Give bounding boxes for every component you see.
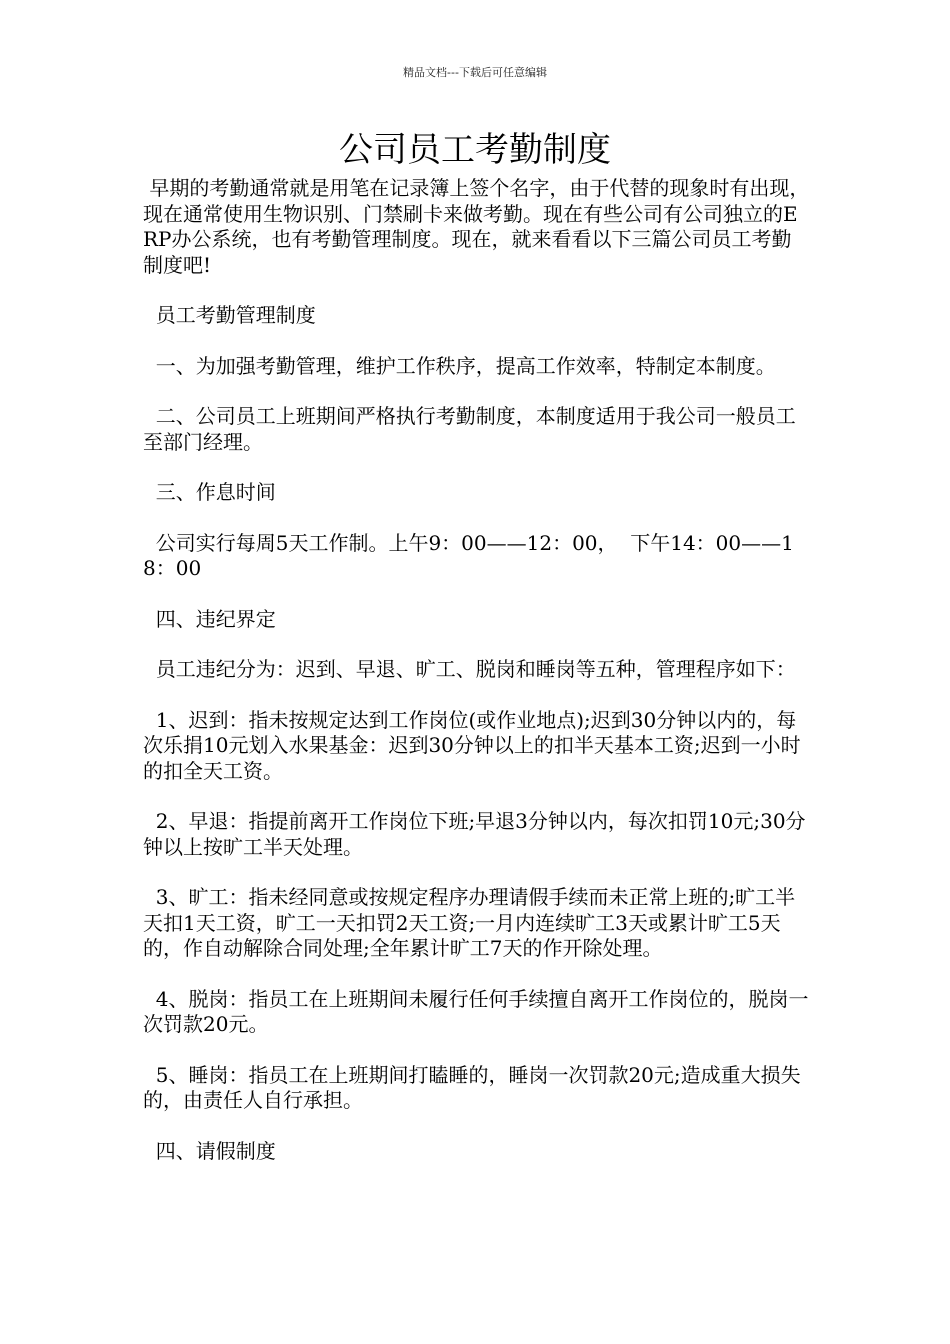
clause-paragraph: 一、为加强考勤管理，维护工作秩序，提高工作效率，特制定本制度。 (143, 353, 776, 378)
intro-paragraph: 早期的考勤通常就是用笔在记录簿上签个名字，由于代替的现象时有出现，现在通常使用生物识别、门禁刷卡来做考勤。现在有些公司有公司独立的ERP办公系统，也有考勤管理制度。现在，就来看看以下三篇公司员工考勤制度吧! (143, 176, 810, 277)
paragraph-spacer (143, 784, 811, 809)
section-heading: 四、请假制度 (143, 1138, 276, 1163)
section-heading: 员工考勤管理制度 (143, 303, 316, 327)
header-note: 精品文档---下载后可任意编辑 (403, 66, 547, 79)
clause-paragraph: 公司实行每周5天工作制。上午9：00——12：00， 下午14：00——18：00 (143, 530, 794, 580)
paragraph-spacer (143, 455, 811, 480)
section-heading: 四、违纪界定 (143, 606, 276, 631)
paragraph-spacer (143, 632, 811, 657)
paragraph-spacer (143, 506, 811, 531)
clause-paragraph: 员工违纪分为：迟到、早退、旷工、脱岗和睡岗等五种，管理程序如下： (143, 657, 796, 681)
clause-paragraph: 4、脱岗：指员工在上班期间未履行任何手续擅自离开工作岗位的，脱岗一次罚款20元。 (143, 986, 809, 1036)
paragraph-spacer (143, 860, 811, 885)
paragraph-spacer (143, 962, 811, 987)
document-body (143, 176, 811, 1164)
paragraph-spacer (143, 379, 811, 404)
paragraph-spacer (143, 278, 811, 303)
clause-paragraph: 2、早退：指提前离开工作岗位下班;早退3分钟以内，每次扣罚10元;30分钟以上按旷工半天处理。 (143, 809, 806, 859)
paragraph-spacer (143, 683, 811, 708)
paragraph-spacer (143, 1114, 811, 1139)
section-heading: 三、作息时间 (143, 480, 276, 504)
paragraph-spacer (143, 329, 811, 354)
clause-paragraph: 5、睡岗：指员工在上班期间打瞌睡的，睡岗一次罚款20元;造成重大损失的，由责任人自行承担。 (143, 1062, 801, 1112)
clause-paragraph: 二、公司员工上班期间严格执行考勤制度，本制度适用于我公司一般员工至部门经理。 (143, 404, 796, 454)
page-title: 公司员工考勤制度 (339, 130, 611, 170)
paragraph-spacer (143, 1038, 811, 1063)
clause-paragraph: 3、旷工：指未经同意或按规定程序办理请假手续而未正常上班的;旷工半天扣1天工资，旷工一天扣罚2天工资;一月内连续旷工3天或累计旷工5天的，作自动解除合同处理;全年累计旷工7天的作开除处理。 (143, 885, 796, 960)
clause-paragraph: 1、迟到：指未按规定达到工作岗位(或作业地点);迟到30分钟以内的，每次乐捐10元划入水果基金：迟到30分钟以上的扣半天基本工资;迟到一小时的扣全天工资。 (143, 707, 801, 783)
paragraph-spacer (143, 582, 811, 607)
